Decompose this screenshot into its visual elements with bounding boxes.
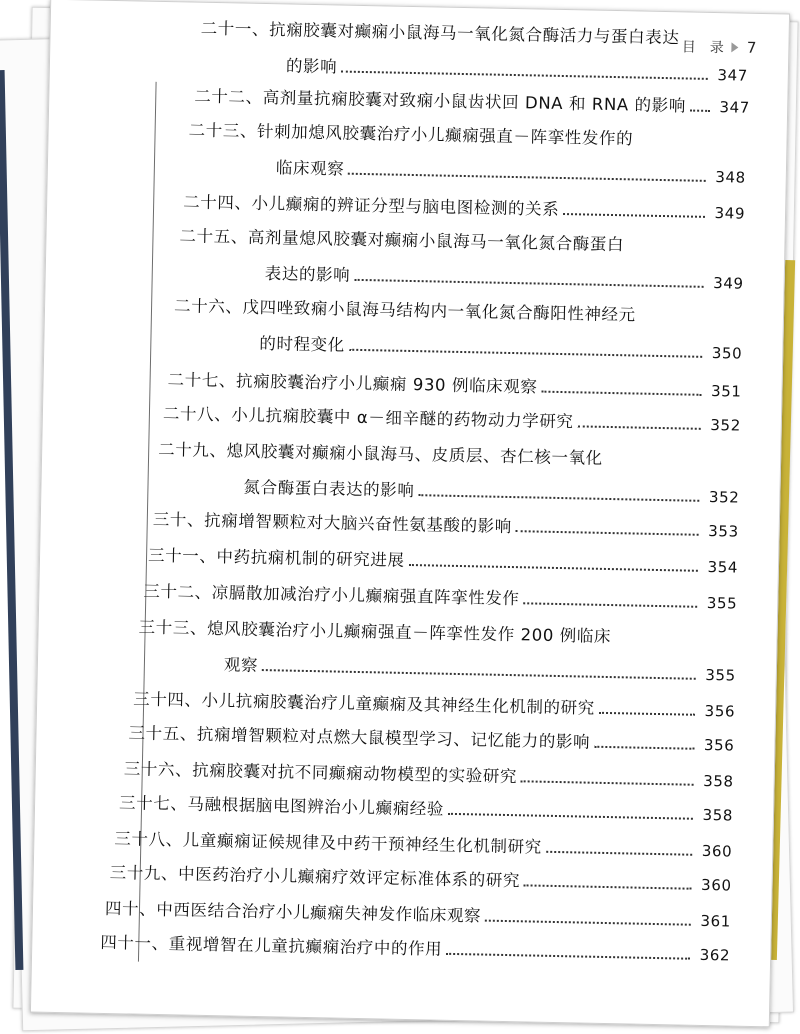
toc-entry [163, 400, 741, 434]
entry-title: 抗痫胶囊治疗小儿癫痫 930 例临床观察 [235, 371, 538, 397]
entry-page-number: 349 [713, 274, 744, 293]
entry-number: 三十、 [152, 509, 205, 530]
entry-number: 二十八、 [162, 404, 232, 425]
entry-number: 四十一、 [100, 932, 169, 954]
entry-number: 三十三、 [138, 617, 208, 638]
entry-number: 三十一、 [147, 545, 217, 567]
entry-page-number: 352 [708, 487, 740, 507]
entry-page-number: 352 [710, 416, 742, 435]
dot-leader [349, 335, 703, 358]
toc-entry [114, 825, 732, 859]
entry-title: 重视增智在儿童抗癫痫治疗中的作用 [168, 934, 443, 959]
entry-number: 二十三、 [188, 120, 258, 141]
dot-leader [448, 799, 693, 820]
entry-page-number: 358 [702, 805, 734, 825]
entry-title-continued: 临床观察 [275, 158, 345, 179]
entry-number: 二十一、 [200, 18, 270, 40]
toc-entry [124, 755, 734, 789]
entry-number: 三十九、 [109, 863, 179, 884]
toc-entry [133, 685, 735, 719]
entry-title: 抗痫增智颗粒对大脑兴奋性氨基酸的影响 [203, 510, 513, 537]
entry-page-number: 351 [710, 382, 742, 401]
entry-number: 二十五、 [179, 226, 249, 247]
dot-leader [541, 377, 701, 396]
entry-page-number: 353 [708, 521, 739, 541]
entry-page-number: 356 [704, 701, 736, 721]
toc-entry [148, 542, 738, 576]
entry-number: 三十八、 [114, 829, 183, 850]
toc-entry [183, 188, 745, 221]
entry-title: 儿童癫痫证候规律及中药干预神经生化机制研究 [182, 830, 543, 857]
entry-title-continued: 表达的影响 [264, 264, 351, 285]
entry-title: 针刺加熄风胶囊治疗小儿癫痫强直－阵挛性发作的 [256, 121, 634, 149]
toc-entry [119, 789, 733, 823]
toc-entry [110, 859, 732, 893]
entry-title: 小儿癫痫的辨证分型与脑电图检测的关系 [251, 193, 560, 219]
toc-entry [153, 506, 739, 540]
dot-leader [408, 550, 698, 572]
toc-entry [157, 436, 740, 506]
entry-page-number: 362 [699, 945, 731, 965]
entry-number: 三十六、 [123, 759, 193, 780]
toc-entry [200, 15, 749, 84]
entry-title: 熄风胶囊治疗小儿癫痫强直－阵挛性发作 200 例临床 [206, 618, 612, 647]
entry-number: 三十二、 [143, 581, 212, 603]
dot-leader [563, 199, 705, 218]
dot-leader [262, 655, 696, 680]
toc-entry [143, 578, 737, 612]
entry-page-number: 347 [717, 66, 749, 85]
entry-title: 抗痫增智颗粒对点燃大鼠模型学习、记忆能力的影响 [196, 724, 591, 752]
toc-entry [167, 366, 741, 400]
entry-title: 中医药治疗小儿癫痫疗效评定标准体系的研究 [177, 864, 521, 891]
entry-page-number: 354 [707, 557, 739, 577]
entry-title: 中西医结合治疗小儿癫痫失神发作临床观察 [156, 899, 482, 926]
entry-title: 小儿抗痫胶囊中 α－细辛醚的药物动力学研究 [231, 405, 574, 432]
dot-leader [690, 96, 710, 112]
dot-leader [521, 766, 694, 785]
dot-leader [516, 516, 699, 536]
document-page [30, 0, 790, 1027]
dot-leader [594, 732, 695, 750]
dot-leader [341, 57, 708, 80]
entry-page-number: 361 [700, 911, 732, 931]
toc-entry [100, 929, 730, 964]
entry-number: 二十四、 [183, 192, 252, 213]
toc-entry [194, 83, 751, 117]
dot-leader [446, 939, 690, 960]
entry-page-number: 356 [703, 735, 735, 755]
toc-entry [188, 116, 747, 185]
entry-number: 三十五、 [128, 723, 198, 744]
entry-page-number: 348 [715, 168, 746, 187]
dot-leader [354, 265, 704, 288]
page-number: 7 [746, 38, 757, 57]
entry-number: 四十、 [104, 898, 157, 919]
entry-page-number: 350 [711, 344, 743, 363]
entry-page-number: 349 [714, 204, 746, 223]
entry-title: 抗痫胶囊对抗不同癫痫动物模型的实验研究 [192, 760, 518, 787]
entry-title-continued: 的时程变化 [259, 333, 346, 355]
dot-leader [577, 411, 701, 429]
dot-leader [523, 588, 697, 607]
dot-leader [599, 698, 696, 716]
entry-number: 三十七、 [118, 793, 188, 814]
entry-page-number: 360 [701, 841, 733, 861]
entry-title: 中药抗痫机制的研究进展 [216, 547, 405, 570]
entry-number: 二十六、 [173, 296, 243, 317]
dot-leader [485, 906, 691, 926]
entry-title-continued: 观察 [223, 655, 259, 675]
toc-entry [173, 292, 743, 361]
section-title: 目 录 [681, 39, 725, 57]
dot-leader [348, 159, 706, 182]
entry-page-number: 355 [706, 593, 738, 613]
entry-page-number: 347 [719, 98, 751, 117]
table-of-contents [31, 0, 789, 1026]
dot-leader [418, 480, 699, 502]
dot-leader [546, 837, 693, 856]
entry-page-number: 358 [703, 771, 734, 791]
toc-entry [179, 222, 745, 291]
entry-title: 高剂量抗痫胶囊对致痫小鼠齿状回 DNA 和 RNA 的影响 [262, 87, 687, 116]
entry-number: 二十七、 [167, 370, 237, 391]
entry-number: 二十九、 [158, 439, 227, 461]
entry-title: 凉膈散加减治疗小儿癫痫强直阵挛性发作 [211, 583, 520, 609]
toc-entry [105, 895, 731, 930]
entry-title-continued: 的影响 [285, 56, 338, 77]
entry-title: 抗痫胶囊对癫痫小鼠海马一氧化氮合酶活力与蛋白表达 [268, 20, 680, 48]
entry-page-number: 355 [705, 665, 736, 685]
entry-number: 三十四、 [133, 689, 202, 710]
toc-entry [128, 719, 734, 753]
entry-title: 戊四唑致痫小鼠海马结构内一氧化氮合酶阳性神经元 [242, 297, 636, 325]
toc-entry [138, 614, 737, 684]
entry-number: 二十二、 [194, 86, 263, 107]
entry-title: 小儿抗痫胶囊治疗儿童癫痫及其神经生化机制的研究 [201, 690, 596, 718]
entry-title-continued: 氮合酶蛋白表达的影响 [243, 477, 415, 501]
entry-page-number: 360 [700, 875, 732, 895]
entry-title: 高剂量熄风胶囊对癫痫小鼠海马一氧化氮合酶蛋白 [247, 227, 625, 255]
dot-leader [524, 870, 692, 889]
entry-title: 熄风胶囊对癫痫小鼠海马、皮质层、杏仁核一氧化 [226, 441, 603, 468]
entry-title: 马融根据脑电图辨治小儿癫痫经验 [187, 794, 445, 819]
